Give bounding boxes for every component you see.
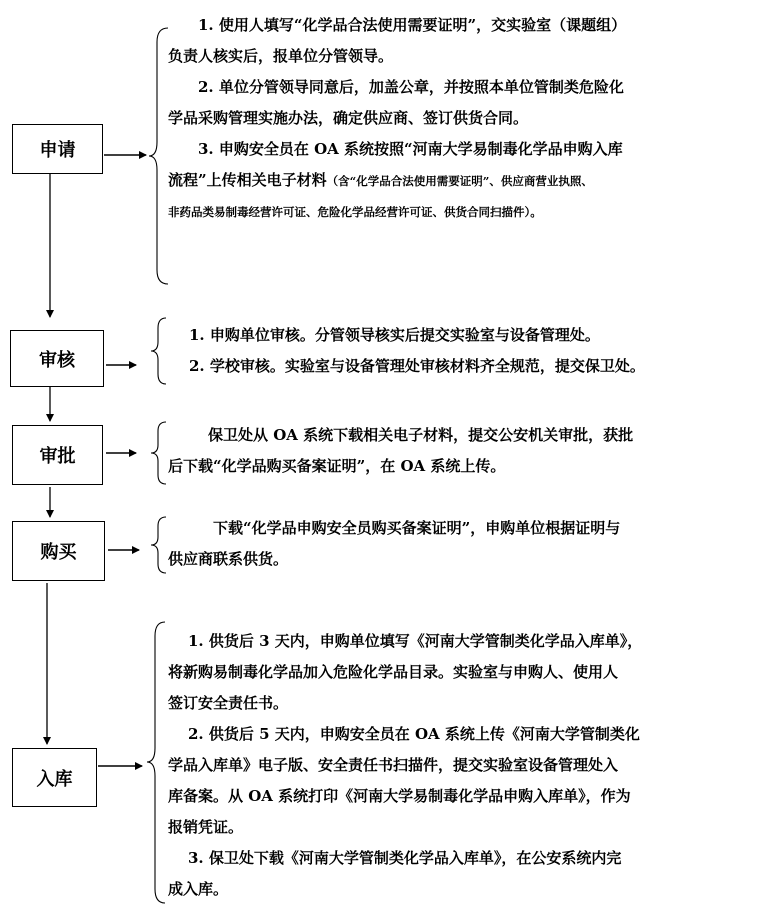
step-apply-text (168, 10, 626, 228)
step-purchase-label: 购买 (40, 542, 77, 563)
storage-line-2: 将新购易制毒化学品加入危险化学品目录。实验室与申购人、使用人 (168, 663, 619, 681)
storage-line-5: 学品入库单》电子版、安全责任书扫描件，提交实验室设备管理处入 (168, 756, 619, 774)
brace-purchase (151, 517, 166, 573)
review-line-1: 1. 申购单位审核。分管领导核实后提交实验室与设备管理处。 (189, 326, 600, 344)
step-storage-box (12, 748, 97, 807)
storage-line-9: 成入库。 (168, 880, 229, 898)
step-review-text (175, 320, 645, 382)
apply-line-6: 流程”上传相关电子材料 (168, 171, 327, 189)
step-apply-label: 申请 (39, 140, 76, 161)
step-apply-box (12, 124, 103, 174)
step-review-box (10, 330, 104, 387)
apply-line-4: 学品采购管理实施办法，确定供应商、签订供货合同。 (168, 109, 529, 127)
apply-line-7: 非药品类易制毒经营许可证、危险化学品经营许可证、供货合同扫描件）。 (168, 205, 542, 219)
storage-line-1: 1. 供货后 3 天内，申购单位填写《河南大学管制类化学品入库单》， (188, 632, 643, 650)
review-line-2: 2. 学校审核。实验室与设备管理处审核材料齐全规范，提交保卫处。 (189, 357, 645, 375)
apply-line-5: 3. 申购安全员在 OA 系统按照“河南大学易制毒化学品申购入库 (198, 140, 623, 158)
apply-line-6-note: （含“化学品合法使用需要证明”、供应商营业执照、 (326, 174, 593, 188)
apply-line-1: 1. 使用人填写“化学品合法使用需要证明”，交实验室（课题组） (198, 16, 627, 34)
approve-line-2: 后下载“化学品购买备案证明”，在 OA 系统上传。 (168, 457, 506, 475)
step-approve-text (168, 420, 633, 482)
brace-apply (149, 28, 168, 284)
step-storage-label: 入库 (36, 768, 73, 790)
step-storage-text (168, 626, 642, 905)
purchase-line-1: 下载“化学品申购安全员购买备案证明”，申购单位根据证明与 (213, 519, 621, 537)
brace-storage (147, 622, 165, 903)
storage-line-6: 库备案。从 OA 系统打印《河南大学易制毒化学品申购入库单》，作为 (168, 787, 631, 805)
storage-line-7: 报销凭证。 (168, 818, 244, 836)
storage-line-4: 2. 供货后 5 天内，申购安全员在 OA 系统上传《河南大学管制类化 (188, 725, 640, 743)
purchase-line-2: 供应商联系供货。 (168, 550, 289, 568)
storage-line-8: 3. 保卫处下载《河南大学管制类化学品入库单》，在公安系统内完 (188, 849, 622, 867)
approve-line-1: 保卫处从 OA 系统下载相关电子材料，提交公安机关审批，获批 (208, 426, 634, 444)
brace-review (151, 318, 166, 384)
step-approve-label: 审批 (39, 446, 76, 467)
storage-line-3: 签订安全责任书。 (168, 694, 289, 712)
step-approve-box (12, 425, 103, 485)
step-purchase-text (168, 513, 620, 575)
brace-approve (151, 422, 166, 484)
apply-line-2: 负责人核实后，报单位分管领导。 (168, 47, 394, 65)
step-purchase-box (12, 521, 105, 581)
apply-line-3: 2. 单位分管领导同意后，加盖公章，并按照本单位管制类危险化 (198, 78, 624, 96)
step-review-label: 审核 (39, 349, 75, 371)
